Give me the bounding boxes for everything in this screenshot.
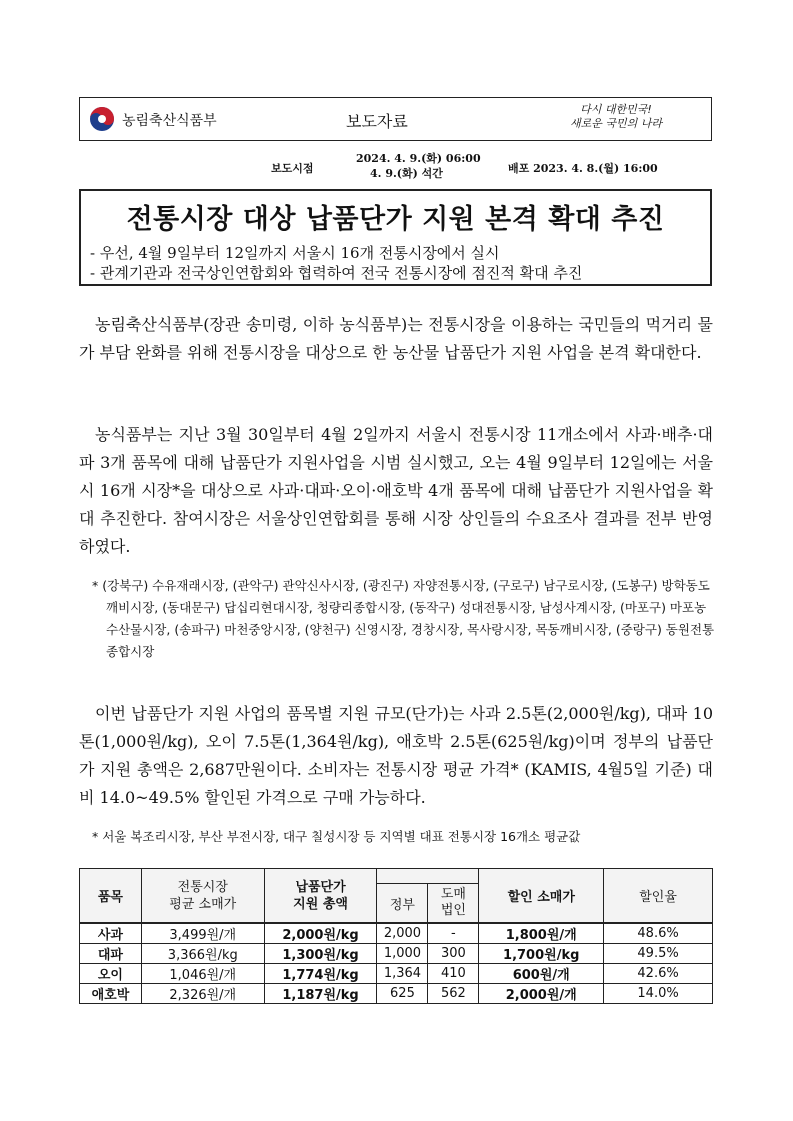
- slogan: [536, 103, 696, 131]
- release-time-line-2: 4. 9.(화) 석간: [370, 167, 443, 180]
- cell-avg: 1,046원/개: [141, 964, 264, 984]
- header-wholesale: 도매 법인: [428, 884, 479, 924]
- cell-rate: 49.5%: [604, 944, 713, 964]
- document-type: 보도자료: [346, 112, 408, 131]
- paragraph-1: 농림축산식품부(장관 송미령, 이하 농식품부)는 전통시장을 이용하는 국민들의 먹거리 물가 부담 완화를 위해 전통시장을 대상으로 한 농산물 납품단가 지원 사업을 본격 확대한다.: [79, 315, 713, 362]
- cell-price: 1,800원/개: [479, 923, 604, 944]
- header-gov: 정부: [377, 884, 428, 924]
- cell-rate: 42.6%: [604, 964, 713, 984]
- cell-avg: 3,366원/kg: [141, 944, 264, 964]
- cell-total: 1,300원/kg: [264, 944, 377, 964]
- distribution-time: 배포 2023. 4. 8.(월) 16:00: [508, 162, 658, 175]
- cell-item: 오이: [80, 964, 142, 984]
- cell-gov: 1,364: [377, 964, 428, 984]
- footnote-average-price: * 서울 복조리시장, 부산 부전시장, 대구 칠성시장 등 지역별 대표 전통시장 16개소 평균값: [92, 829, 581, 844]
- table-row: [80, 984, 713, 1004]
- release-time-line-1: 2024. 4. 9.(화) 06:00: [356, 152, 481, 165]
- cell-wholesale: 410: [428, 964, 479, 984]
- paragraph-2: 농식품부는 지난 3월 30일부터 4월 2일까지 서울시 전통시장 11개소에서 사과·배추·대파 3개 품목에 대해 납품단가 지원사업을 시범 실시했고, 오는 4월 9일부터 12일에는 서울시 16개 시장*을 대상으로 사과·대파·오이·애호박 4개 품목에 대해 납품단가 지원사업을 확대 추진한다. 참여시장은 서울상인연합회를 통해 시장 상인들의 수요조사 결과를 전부 반영하였다.: [79, 425, 713, 556]
- cell-total: 1,774원/kg: [264, 964, 377, 984]
- slogan-line-1: 다시 대한민국!: [580, 103, 652, 116]
- cell-price: 1,700원/kg: [479, 944, 604, 964]
- cell-item: 대파: [80, 944, 142, 964]
- government-logo-icon: [89, 106, 115, 132]
- title-box: [79, 189, 712, 286]
- price-table: [79, 868, 713, 1004]
- cell-wholesale: 562: [428, 984, 479, 1004]
- table-row: [80, 923, 713, 944]
- document-header: [79, 97, 712, 141]
- cell-rate: 14.0%: [604, 984, 713, 1004]
- cell-price: 2,000원/개: [479, 984, 604, 1004]
- cell-price: 600원/개: [479, 964, 604, 984]
- paragraph-3: 이번 납품단가 지원 사업의 품목별 지원 규모(단가)는 사과 2.5톤(2,000원/kg), 대파 10톤(1,000원/kg), 오이 7.5톤(1,364원/kg), 애호박 2.5톤(625원/kg)이며 정부의 납품단가 지원 총액은 2,687만원이다. 소비자는 전통시장 평균 가격* (KAMIS, 4월5일 기준) 대비 14.0~49.5% 할인된 가격으로 구매 가능하다.: [79, 704, 713, 807]
- table-row: [80, 944, 713, 964]
- cell-wholesale: -: [428, 923, 479, 944]
- page-title: 전통시장 대상 납품단가 지원 본격 확대 추진: [126, 204, 665, 235]
- cell-avg: 2,326원/개: [141, 984, 264, 1004]
- cell-gov: 2,000: [377, 923, 428, 944]
- cell-wholesale: 300: [428, 944, 479, 964]
- header-discount-rate: 할인율: [604, 869, 713, 924]
- table-row: [80, 964, 713, 984]
- cell-total: 1,187원/kg: [264, 984, 377, 1004]
- header-avg-price: 전통시장 평균 소매가: [141, 869, 264, 924]
- cell-total: 2,000원/kg: [264, 923, 377, 944]
- header-support-total: 납품단가 지원 총액: [264, 869, 377, 924]
- header-support-split: [377, 869, 479, 884]
- footnote-markets: * (강북구) 수유재래시장, (관악구) 관악신사시장, (광진구) 자양전통시장, (구로구) 남구로시장, (도봉구) 방학동도깨비시장, (동대문구) 답십리현대시장, 청량리종합시장, (동작구) 성대전통시장, 남성사계시장, (마포구) 마포농수산물시장, (송파구) 마천중앙시장, (양천구) 신영시장, 경창시장, 목사랑시장, 목동깨비시장, (중랑구) 동원전통종합시장: [92, 578, 715, 659]
- cell-item: 애호박: [80, 984, 142, 1004]
- ministry-name: 농림축산식품부: [122, 113, 217, 129]
- subtitle-2: - 관계기관과 전국상인연합회와 협력하여 전국 전통시장에 점진적 확대 추진: [90, 264, 583, 282]
- cell-gov: 625: [377, 984, 428, 1004]
- slogan-line-2: 새로운 국민의 나라: [569, 117, 662, 130]
- release-label: 보도시점: [271, 162, 314, 175]
- header-item: 품목: [80, 869, 142, 924]
- subtitle-1: - 우선, 4월 9일부터 12일까지 서울시 16개 전통시장에서 실시: [90, 244, 500, 262]
- cell-avg: 3,499원/개: [141, 923, 264, 944]
- cell-gov: 1,000: [377, 944, 428, 964]
- cell-item: 사과: [80, 923, 142, 944]
- cell-rate: 48.6%: [604, 923, 713, 944]
- header-discount-price: 할인 소매가: [479, 869, 604, 924]
